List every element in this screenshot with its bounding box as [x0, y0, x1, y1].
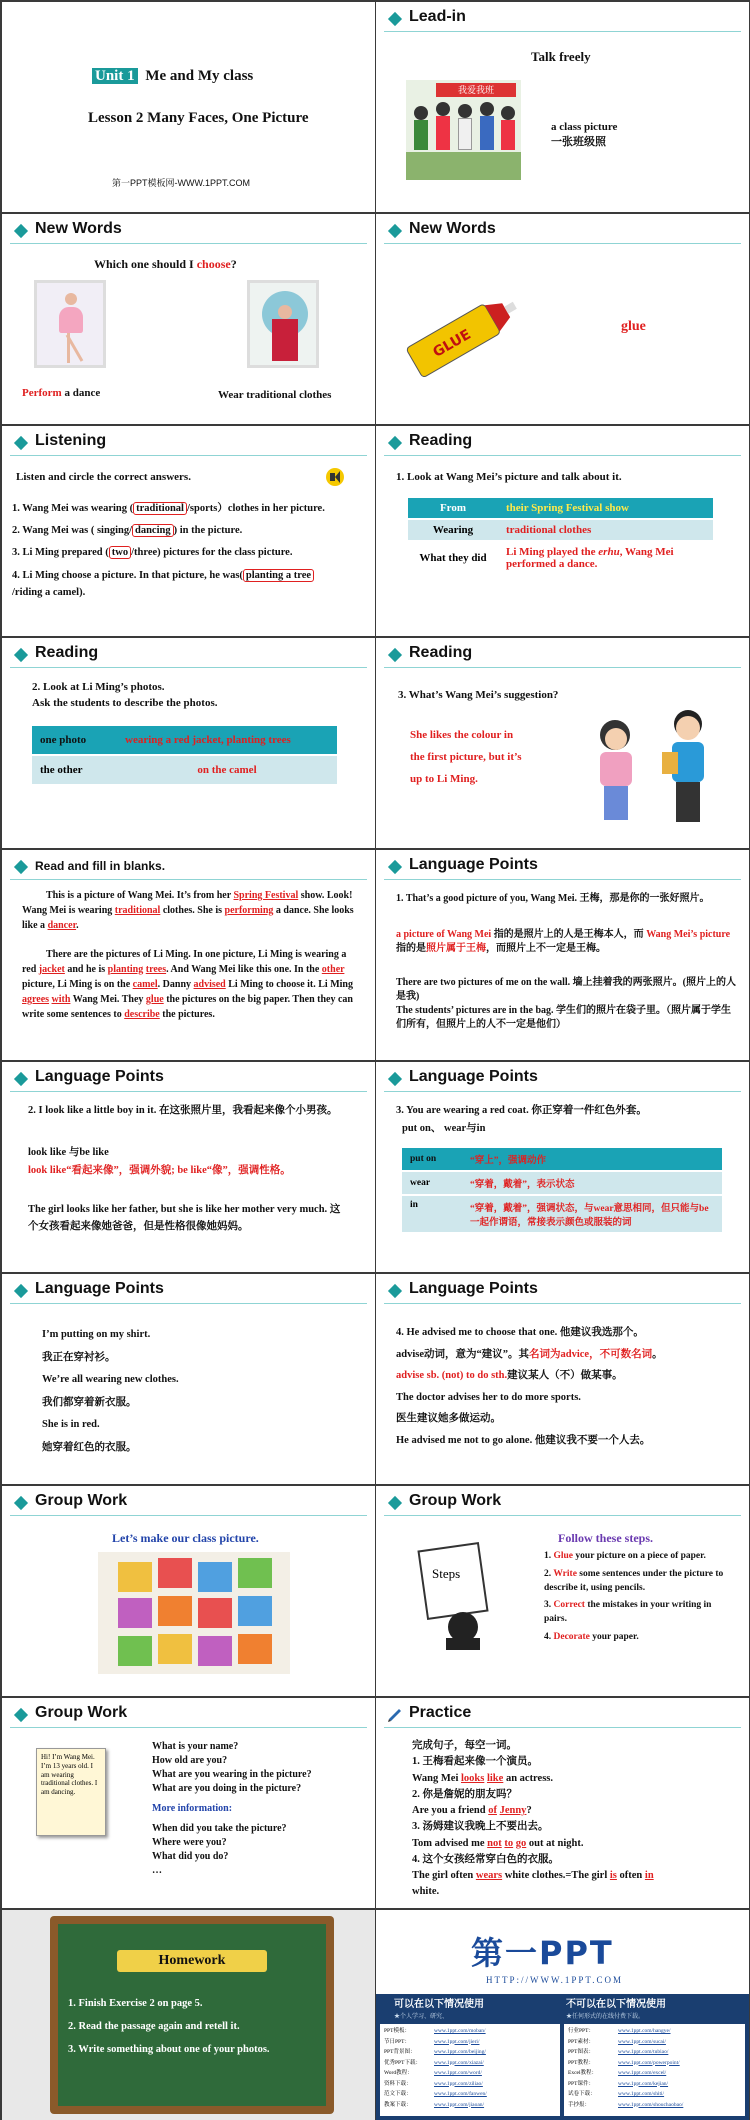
slide-header: Language Points	[2, 1274, 375, 1308]
point-sentence: 3. You are wearing a red coat. 你正穿着一件红色外套。	[396, 1105, 647, 1116]
question-1: 1. Wang Mei was wearing ( traditional /sports）clothes in her picture.	[12, 503, 325, 514]
reading-table	[408, 496, 713, 574]
boy-illustration	[658, 708, 718, 828]
link-row[interactable]: 节日PPT： www.1ppt.com/jieri/	[384, 2038, 480, 2045]
slide-header: Read and fill in blanks.	[2, 850, 375, 884]
slide-header: Reading	[376, 638, 749, 672]
paragraph-2: There are the pictures of Li Ming. In one picture, Li Ming is wearing a red jacket and he is planting trees. And Wang Mei like this one. In the other picture, Li Ming is on the camel. Danny advised Li Ming to choose it. Li Ming agrees with Wang Mei. They glue the pictures on the big paper. Then they can write some sentences to describe the pictures.	[22, 949, 353, 1020]
slide-language-points-4	[2, 1274, 375, 1484]
point-explanation: a picture of Wang Mei 指的是照片上的人是王梅本人，而 Wang Mei’s picture 指的是照片属于王梅，而照片上不一定是王梅。	[396, 929, 731, 954]
link-row[interactable]: 教案下载： www.1ppt.com/jiaoan/	[384, 2101, 485, 2108]
question: 3. What’s Wang Mei’s suggestion?	[398, 689, 559, 701]
caption-cn: 一张班级照	[551, 136, 606, 148]
point-text: 4. He advised me to choose that one. 他建议我选那个。 advise动词，意为“建议”。其名词为advice，不可数名词。 advise sb. (not) to do sth.建议某人（不）做某事。 The doctor advises her to do more sports. 医生建议她多做运动。 He advised me not to go alone. 他建议我不要一个人去。	[396, 1327, 663, 1446]
point-example-1: There are two pictures of me on the wall. 墙上挂着我的两张照片。(照片上的人是我)	[396, 977, 736, 1002]
site-url[interactable]: HTTP://WWW.1PPT.COM	[486, 1975, 624, 1985]
link-row[interactable]: PPT图表： www.1ppt.com/tubiao/	[568, 2049, 669, 2055]
caption-wear: Wear traditional clothes	[218, 389, 332, 401]
pencil-icon	[386, 1704, 404, 1722]
slide-header: New Words	[376, 214, 749, 248]
point-example-2: The students’ pictures are in the bag. 学生们的照片在袋子里。（照片属于学生们所有，但照片上的人不一定是他们）	[396, 1005, 732, 1030]
slide-header: Listening	[2, 426, 375, 460]
heading: Follow these steps.	[558, 1531, 653, 1545]
answer: She likes the colour in the first picture, but it’s up to Li Ming.	[410, 729, 522, 785]
slide-header: Language Points	[376, 1062, 749, 1096]
right-links	[564, 2024, 745, 2116]
slide-group-work-2	[376, 1486, 749, 1696]
lesson-title: Lesson 2 Many Faces, One Picture	[88, 110, 309, 126]
link-row[interactable]: 行业PPT： www.1ppt.com/hangye/	[568, 2028, 671, 2034]
table-row: From their Spring Festival show	[408, 497, 713, 519]
link-row[interactable]: 试卷下载： www.1ppt.com/shiti/	[568, 2091, 665, 2097]
heading: Let’s make our class picture.	[112, 1531, 259, 1545]
comparison-table	[402, 1146, 722, 1232]
slide-credits	[376, 1910, 749, 2120]
unit-heading	[92, 66, 253, 86]
slide-reading-3	[376, 638, 749, 848]
homework-badge: Homework	[117, 1950, 267, 1972]
slide-homework	[2, 1910, 375, 2120]
link-row[interactable]: PPT课件： www.1ppt.com/kejian/	[568, 2080, 669, 2087]
unit-badge: Unit 1	[92, 68, 138, 84]
girl-illustration	[586, 718, 646, 828]
link-row[interactable]: PPT模板： www.1ppt.com/moban/	[384, 2028, 486, 2034]
caption-en: a class picture	[551, 121, 618, 133]
can-use-note: ★个人学习、研究、	[394, 2014, 449, 2020]
link-row[interactable]: 优秀PPT下载： www.1ppt.com/xiazai/	[384, 2059, 484, 2066]
slide-lead-in	[376, 2, 749, 212]
glue-tube-image	[396, 284, 526, 384]
svg-text:GLUE: GLUE	[430, 326, 474, 361]
question-line-2: Ask the students to describe the photos.	[32, 697, 218, 709]
link-row[interactable]: PPT素材： www.1ppt.com/sucai/	[568, 2038, 666, 2045]
slide-language-points-5	[376, 1274, 749, 1484]
practice-text: 完成句子，每空一词。 1. 王梅看起来像一个演员。 Wang Mei looks like an actress. 2. 你是詹妮的朋友吗？ Are you a friend of Jenny? 3. 汤姆建议我晚上不要出去。 Tom advised me not to go out at night. 4. 这个女孩经常穿白色的衣服。 The girl often wears white clothes.=The girl is often in white.	[412, 1740, 654, 1898]
link-row[interactable]: 范文下载： www.1ppt.com/fanwen/	[384, 2091, 487, 2097]
point-example: The girl looks like her father, but she is like her mother very much. 这个女孩看起来像她爸爸，但是性格很像她妈妈。	[28, 1204, 341, 1232]
question-list: What is your name? How old are you? What are you wearing in the picture? What are you doing in the picture? More information: When did you take the picture? Where were you? What did you do? …	[152, 1741, 312, 1876]
slide-reading-2	[2, 638, 375, 848]
point-subtitle: put on、 wear与in	[402, 1123, 486, 1134]
table-row: wear “穿着，戴着”，表示状态	[402, 1171, 722, 1195]
slide-language-points-2	[2, 1062, 375, 1272]
reading-table	[32, 724, 337, 784]
link-row[interactable]: PPT背景图： www.1ppt.com/beijing/	[384, 2049, 486, 2055]
point-sentence: 1. That’s a good picture of you, Wang Mei. 王梅，那是你的一张好照片。	[396, 893, 710, 904]
slide-header: Lead-in	[376, 2, 749, 36]
heading: Talk freely	[531, 49, 591, 64]
table-row: Wearing traditional clothes	[408, 519, 713, 541]
paragraph-1: This is a picture of Wang Mei. It’s from her Spring Festival show. Look! Wang Mei is wearing traditional clothes. She is performing a dance. She looks like a dancer.	[22, 890, 354, 931]
point-explanation: look like“看起来像”，强调外貌; be like“像”，强调性格。	[28, 1165, 291, 1176]
steps-list	[544, 1550, 734, 1645]
slide-header: Language Points	[376, 1274, 749, 1308]
caption-perform: Perform a dance	[22, 387, 101, 399]
table-row: the other on the camel	[32, 755, 337, 784]
slide-header: Group Work	[376, 1486, 749, 1520]
homework-list: 1. Finish Exercise 2 on page 5. 2. Read the passage again and retell it. 3. Write something about one of your photos.	[68, 1998, 270, 2056]
slide-title	[2, 2, 375, 212]
speaker-icon[interactable]	[326, 468, 344, 486]
link-row[interactable]: 资料下载： www.1ppt.com/ziliao/	[384, 2080, 483, 2087]
slide-header: Reading	[376, 426, 749, 460]
left-links	[380, 2024, 560, 2116]
class-collage-image	[98, 1552, 290, 1674]
list-item: 3. Correct the mistakes in your writing in pairs.	[544, 1600, 712, 1625]
slide-header: Group Work	[2, 1698, 375, 1732]
instruction: Listen and circle the correct answers.	[16, 471, 191, 483]
note-card: Hi! I’m Wang Mei. I’m 13 years old. I am wearing traditional clothes. I am dancing.	[36, 1748, 106, 1836]
slide-group-work-3	[2, 1698, 375, 1908]
point-subtitle: look like 与be like	[28, 1147, 109, 1158]
table-row: in “穿着，戴着”，强调状态，与wear意思相同，但只能与be一起作谓语，常接表示颜色或服装的词	[402, 1195, 722, 1232]
word-glue: glue	[621, 319, 646, 334]
question-2: 2. Wang Mei was ( singing/ dancing ) in the picture.	[12, 525, 243, 536]
slide-new-words-1	[2, 214, 375, 424]
slide-header: Language Points	[376, 850, 749, 884]
slide-reading-1	[376, 426, 749, 636]
traditional-clothes-image	[247, 280, 319, 368]
slide-new-words-2	[376, 214, 749, 424]
question: 1. Look at Wang Mei’s picture and talk about it.	[396, 471, 622, 483]
table-row: What they did Li Ming played the erhu, Wang Mei performed a dance.	[408, 541, 713, 574]
dancer-image	[34, 280, 106, 368]
class-photo: 我爱我班	[406, 80, 521, 180]
slide-language-points-1	[376, 850, 749, 1060]
table-row: put on “穿上”，强调动作	[402, 1147, 722, 1171]
cannot-use-title: 不可以在以下情况使用	[566, 1999, 666, 2010]
site-logo: 第一PPT	[471, 1934, 614, 1972]
slide-header: Reading	[2, 638, 375, 672]
can-use-title: 可以在以下情况使用	[394, 1999, 484, 2010]
cannot-use-note: ★任何形式的在线付费下载。	[566, 2014, 645, 2020]
example-list: I’m putting on my shirt. 我正在穿衬衫。 We’re all wearing new clothes. 我们都穿着新衣服。 She is in red. 她穿着红色的衣服。	[42, 1329, 179, 1453]
list-item: 1. Glue your picture on a piece of paper.	[544, 1551, 706, 1561]
slide-listening	[2, 426, 375, 636]
list-item: 2. Write some sentences under the picture to describe it, using pencils.	[544, 1568, 724, 1593]
question-3: 3. Li Ming prepared ( two /three) pictures for the class picture.	[12, 547, 293, 558]
link-row[interactable]: Excel教程： www.1ppt.com/excel/	[568, 2070, 667, 2076]
footer-text: 第一PPT模板网-WWW.1PPT.COM	[112, 178, 250, 188]
link-row[interactable]: Word教程： www.1ppt.com/word/	[384, 2070, 482, 2076]
link-row[interactable]: 手抄报： www.1ppt.com/shouchaobao/	[568, 2101, 684, 2108]
link-row[interactable]: PPT教程： www.1ppt.com/powerpoint/	[568, 2059, 680, 2066]
slide-practice	[376, 1698, 749, 1908]
slide-header: Practice	[376, 1698, 749, 1732]
question-4: 4. Li Ming choose a picture. In that picture, he was( planting a tree /riding a camel).	[12, 568, 367, 602]
slide-header: Group Work	[2, 1486, 375, 1520]
slide-group-work-1	[2, 1486, 375, 1696]
slide-fill-blanks	[2, 850, 375, 1060]
slide-language-points-3	[376, 1062, 749, 1272]
steps-illustration: Steps	[416, 1542, 500, 1652]
list-item: 4. Decorate your paper.	[544, 1631, 639, 1642]
question-line-1: 2. Look at Li Ming’s photos.	[32, 681, 165, 693]
table-row: one photo wearing a red jacket, planting trees	[32, 725, 337, 755]
unit-title: Me and My class	[145, 68, 254, 84]
question: Which one should I choose?	[94, 257, 237, 271]
point-sentence: 2. I look like a little boy in it. 在这张照片里，我看起来像个小男孩。	[28, 1105, 338, 1116]
slide-header: Language Points	[2, 1062, 375, 1096]
slide-header: New Words	[2, 214, 375, 248]
